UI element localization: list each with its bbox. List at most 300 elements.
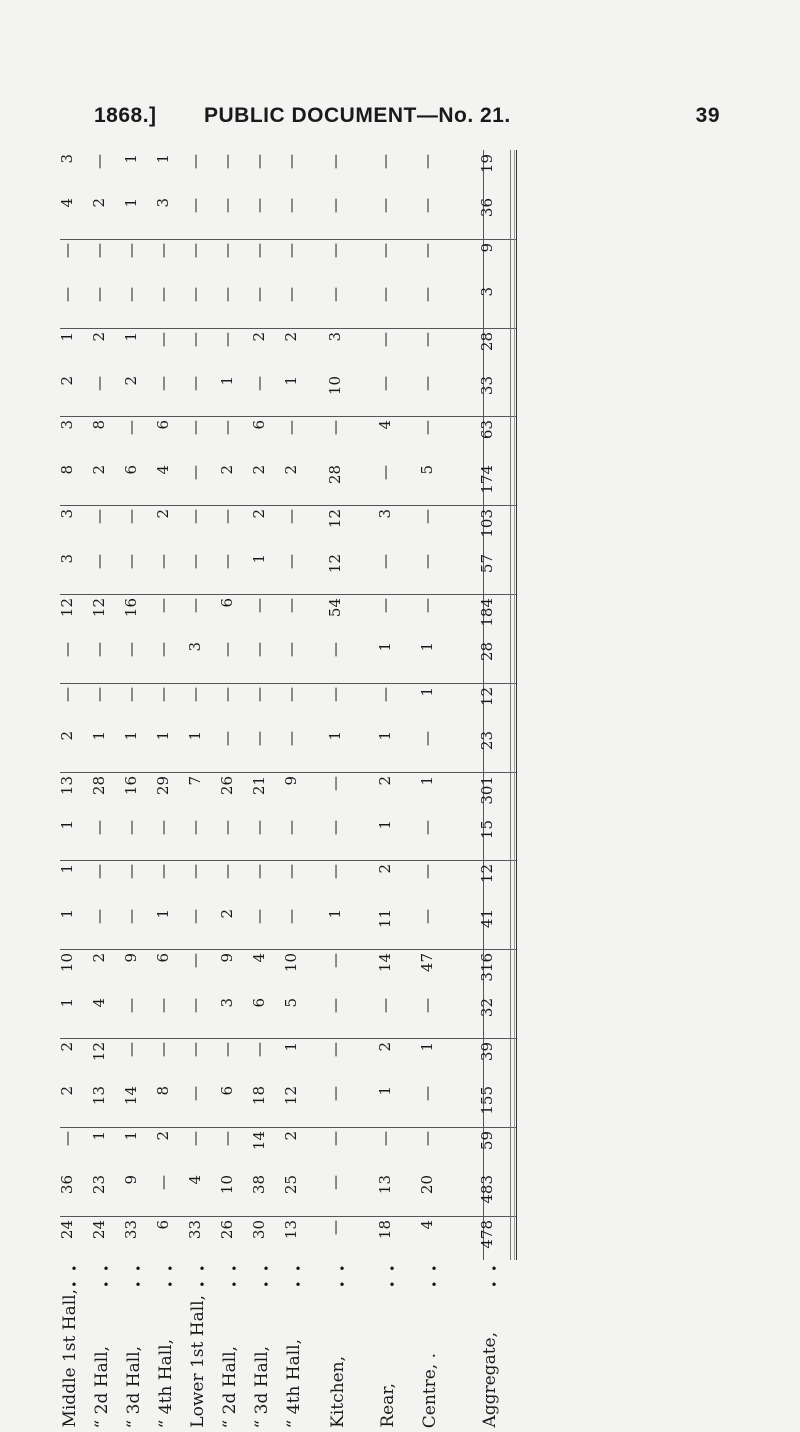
table-cell: 6 xyxy=(218,1086,236,1096)
table-cell: 9 xyxy=(218,953,236,963)
table-cell: — xyxy=(154,820,172,835)
table-cell: — xyxy=(418,908,436,924)
table-cell: — xyxy=(282,598,300,613)
table-cell: — xyxy=(326,420,344,436)
table-cell: 1 xyxy=(376,642,394,652)
table-cell: 1 xyxy=(154,908,172,919)
table-cell: 2 xyxy=(218,464,236,475)
table-row xyxy=(60,820,516,860)
table-cell: — xyxy=(218,553,236,569)
table-cell: — xyxy=(122,642,140,658)
aggregate-cell: 36 xyxy=(478,198,496,218)
table-cell: — xyxy=(122,509,140,525)
aggregate-cell: 39 xyxy=(478,1042,496,1062)
table-cell: — xyxy=(122,820,140,835)
table-cell: 14 xyxy=(122,1086,140,1106)
table-cell: — xyxy=(282,686,300,702)
table-cell: — xyxy=(186,198,204,214)
table-cell: — xyxy=(186,464,204,480)
table-cell: 2 xyxy=(282,1130,300,1141)
table-cell: — xyxy=(122,553,140,569)
table-cell: 1 xyxy=(122,154,140,164)
leader-dot: • xyxy=(134,1278,142,1292)
table-cell: 13 xyxy=(90,1086,108,1106)
table-row xyxy=(60,687,516,727)
table-cell: — xyxy=(326,1130,344,1146)
table-cell: — xyxy=(418,242,436,258)
table-cell: — xyxy=(250,198,268,214)
aggregate-cell: 41 xyxy=(478,908,496,928)
table-cell: 3 xyxy=(58,553,76,564)
row-separator xyxy=(60,949,516,950)
row-label: Aggregate, xyxy=(480,1332,500,1428)
table-cell: 24 xyxy=(90,1219,108,1239)
table-cell: — xyxy=(154,1042,172,1057)
table-cell: — xyxy=(186,420,204,436)
table-cell: 2 xyxy=(90,331,108,342)
table-cell: — xyxy=(376,997,394,1013)
table-cell: — xyxy=(376,1130,394,1146)
table-cell: — xyxy=(122,1042,140,1057)
row-label: “ 2d Hall, xyxy=(220,1345,240,1428)
table-row xyxy=(60,154,516,194)
table-cell: — xyxy=(186,953,204,969)
row-label: Middle 1st Hall, xyxy=(60,1289,80,1428)
table-cell: 2 xyxy=(250,509,268,519)
table-cell: — xyxy=(218,331,236,347)
table-cell: — xyxy=(218,287,236,303)
table-cell: — xyxy=(186,553,204,569)
table-cell: — xyxy=(250,686,268,702)
table-row xyxy=(60,731,516,771)
table-row xyxy=(60,864,516,904)
table-cell: — xyxy=(218,731,236,747)
statistics-table xyxy=(60,150,517,1260)
table-row xyxy=(60,1175,516,1215)
aggregate-cell: 3 xyxy=(478,287,496,297)
table-cell: 1 xyxy=(326,731,344,741)
aggregate-cell: 28 xyxy=(478,642,496,662)
table-cell: 9 xyxy=(122,953,140,963)
aggregate-cell: 301 xyxy=(478,775,496,805)
table-cell: 12 xyxy=(326,553,344,573)
table-cell: 13 xyxy=(282,1219,300,1239)
table-cell: — xyxy=(218,642,236,658)
table-cell: — xyxy=(418,820,436,835)
table-cell: 9 xyxy=(122,1175,140,1185)
table-row xyxy=(60,1042,516,1082)
table-cell: 8 xyxy=(58,464,76,475)
table-cell: — xyxy=(154,287,172,303)
table-cell: 47 xyxy=(418,953,436,973)
table-cell: — xyxy=(282,420,300,436)
table-cell: — xyxy=(90,509,108,525)
table-cell: 2 xyxy=(376,1042,394,1052)
table-row xyxy=(60,287,516,327)
table-cell: 4 xyxy=(418,1219,436,1230)
table-cell: — xyxy=(186,820,204,835)
table-cell: — xyxy=(376,686,394,702)
table-cell: 1 xyxy=(218,376,236,386)
row-labels xyxy=(60,1290,516,1430)
table-cell: — xyxy=(186,908,204,924)
aggregate-cell: 33 xyxy=(478,376,496,396)
aggregate-cell: 32 xyxy=(478,997,496,1017)
table-cell: — xyxy=(418,376,436,391)
leader-dot: • xyxy=(166,1278,174,1292)
row-separator xyxy=(60,772,516,773)
table-cell: — xyxy=(418,598,436,613)
header-page-number: 39 xyxy=(695,104,720,127)
table-cell: — xyxy=(282,820,300,835)
table-cell: 3 xyxy=(326,331,344,342)
table-cell: — xyxy=(90,864,108,880)
table-cell: — xyxy=(250,642,268,658)
table-cell: — xyxy=(326,1219,344,1235)
table-cell: 8 xyxy=(90,420,108,430)
table-cell: — xyxy=(186,242,204,258)
table-cell: — xyxy=(250,376,268,391)
row-label: Rear, xyxy=(378,1383,398,1428)
table-cell: 54 xyxy=(326,598,344,618)
table-row xyxy=(60,953,516,993)
table-cell: — xyxy=(326,820,344,835)
aggregate-cell: 155 xyxy=(478,1086,496,1116)
table-cell: — xyxy=(326,1086,344,1102)
header-title: PUBLIC DOCUMENT—No. 21. xyxy=(204,104,511,127)
table-cell: — xyxy=(218,509,236,525)
table-cell: 2 xyxy=(282,464,300,475)
table-cell: 1 xyxy=(326,908,344,919)
table-cell: 2 xyxy=(90,464,108,475)
table-cell: 1 xyxy=(58,331,76,342)
table-cell: 21 xyxy=(250,775,268,795)
table-cell: — xyxy=(326,1175,344,1191)
table-cell: — xyxy=(250,242,268,258)
table-cell: — xyxy=(90,820,108,835)
leader-dot: • xyxy=(70,1278,78,1292)
table-cell: — xyxy=(326,642,344,658)
table-cell: — xyxy=(90,553,108,569)
table-cell: — xyxy=(186,864,204,880)
table-cell: 6 xyxy=(154,420,172,430)
table-cell: 5 xyxy=(282,997,300,1008)
table-cell: — xyxy=(418,997,436,1013)
table-cell: — xyxy=(218,154,236,169)
table-cell: — xyxy=(154,242,172,258)
row-separator xyxy=(60,1127,516,1128)
table-cell: 4 xyxy=(376,420,394,430)
aggregate-cell: 184 xyxy=(478,598,496,627)
table-cell: — xyxy=(186,331,204,347)
table-cell: — xyxy=(122,686,140,702)
table-cell: 12 xyxy=(90,1042,108,1062)
table-cell: — xyxy=(376,376,394,391)
table-cell: — xyxy=(418,420,436,436)
table-cell: 16 xyxy=(122,598,140,618)
table-cell: 1 xyxy=(376,820,394,830)
table-cell: — xyxy=(58,642,76,658)
table-cell: 4 xyxy=(90,997,108,1008)
table-cell: — xyxy=(122,864,140,880)
table-cell: — xyxy=(154,642,172,658)
table-cell: — xyxy=(418,509,436,525)
table-row xyxy=(60,1131,516,1171)
table-cell: 23 xyxy=(90,1175,108,1195)
table-cell: — xyxy=(218,864,236,880)
table-row xyxy=(60,998,516,1038)
table-cell: 6 xyxy=(154,1219,172,1230)
table-cell: — xyxy=(418,864,436,880)
table-cell: 2 xyxy=(122,376,140,386)
table-cell: — xyxy=(90,376,108,391)
table-cell: — xyxy=(250,731,268,747)
table-cell: — xyxy=(282,509,300,525)
table-cell: — xyxy=(122,420,140,436)
table-cell: 30 xyxy=(250,1219,268,1239)
table-row xyxy=(60,776,516,816)
table-cell: 33 xyxy=(122,1219,140,1239)
table-cell: — xyxy=(186,154,204,169)
table-cell: — xyxy=(218,242,236,258)
table-row xyxy=(60,598,516,638)
table-cell: — xyxy=(326,287,344,303)
leader-dot: • xyxy=(198,1262,206,1276)
table-cell: 1 xyxy=(154,731,172,741)
table-cell: — xyxy=(154,598,172,613)
table-cell: 1 xyxy=(186,731,204,741)
aggregate-cell: 483 xyxy=(478,1175,496,1204)
table-cell: 10 xyxy=(326,376,344,396)
table-cell: 1 xyxy=(122,198,140,208)
table-cell: 4 xyxy=(250,953,268,963)
leader-dot: • xyxy=(262,1262,270,1276)
table-cell: — xyxy=(326,154,344,169)
table-cell: 2 xyxy=(154,509,172,519)
table-cell: — xyxy=(58,242,76,258)
aggregate-cell: 15 xyxy=(478,820,496,840)
aggregate-cell: 12 xyxy=(478,864,496,884)
table-cell: 8 xyxy=(154,1086,172,1096)
table-cell: — xyxy=(418,331,436,347)
leader-dot: • xyxy=(70,1262,78,1276)
table-cell: — xyxy=(122,997,140,1013)
table-cell: — xyxy=(186,997,204,1013)
table-cell: 4 xyxy=(154,464,172,475)
aggregate-cell: 63 xyxy=(478,420,496,440)
table-cell: 1 xyxy=(122,1130,140,1141)
leader-dot: • xyxy=(198,1278,206,1292)
table-cell: 1 xyxy=(282,1042,300,1052)
table-cell: — xyxy=(154,553,172,569)
table-cell: — xyxy=(376,331,394,347)
table-cell: 1 xyxy=(58,908,76,919)
table-cell: — xyxy=(90,242,108,258)
table-cell: 1 xyxy=(376,731,394,741)
leader-dot: • xyxy=(490,1278,498,1292)
table-cell: 36 xyxy=(58,1175,76,1195)
leader-dot: • xyxy=(430,1278,438,1292)
aggregate-cell: 59 xyxy=(478,1130,496,1150)
table-cell: 26 xyxy=(218,1219,236,1239)
table-cell: 11 xyxy=(376,908,394,928)
table-cell: 12 xyxy=(58,598,76,618)
table-cell: 4 xyxy=(58,198,76,208)
aggregate-cell: 28 xyxy=(478,331,496,351)
table-cell: — xyxy=(376,464,394,480)
right-rule xyxy=(510,150,511,1260)
table-cell: — xyxy=(376,598,394,613)
table-cell: — xyxy=(376,287,394,303)
row-separator xyxy=(60,1038,516,1039)
table-cell: — xyxy=(282,287,300,303)
table-cell: 14 xyxy=(250,1130,268,1150)
aggregate-cell: 19 xyxy=(478,154,496,174)
table-cell: — xyxy=(154,331,172,347)
table-cell: 29 xyxy=(154,775,172,795)
table-cell: — xyxy=(250,908,268,924)
leader-dot: • xyxy=(166,1262,174,1276)
table-cell: 38 xyxy=(250,1175,268,1195)
table-cell: — xyxy=(326,775,344,791)
aggregate-cell: 57 xyxy=(478,553,496,573)
table-cell: — xyxy=(154,1175,172,1191)
table-cell: — xyxy=(58,1130,76,1146)
table-cell: — xyxy=(90,287,108,303)
leader-dot: • xyxy=(294,1278,302,1292)
row-separator xyxy=(60,328,516,329)
table-cell: 1 xyxy=(58,820,76,830)
table-cell: — xyxy=(90,642,108,658)
table-cell: — xyxy=(326,1042,344,1057)
table-cell: 2 xyxy=(376,775,394,786)
aggregate-cell: 103 xyxy=(478,509,496,538)
table-cell: 1 xyxy=(58,864,76,874)
table-cell: — xyxy=(218,1130,236,1146)
table-cell: — xyxy=(418,553,436,569)
leader-dot: • xyxy=(388,1262,396,1276)
table-cell: 1 xyxy=(250,553,268,564)
table-cell: 1 xyxy=(376,1086,394,1096)
table-cell: 18 xyxy=(376,1219,394,1239)
row-label: Centre, . xyxy=(420,1352,440,1428)
table-cell: 3 xyxy=(154,198,172,208)
row-separator xyxy=(60,594,516,595)
table-cell: — xyxy=(218,420,236,436)
table-cell: 13 xyxy=(376,1175,394,1195)
table-cell: 6 xyxy=(218,598,236,608)
table-cell: 9 xyxy=(282,775,300,786)
table-cell: — xyxy=(418,154,436,169)
table-row xyxy=(60,1220,516,1260)
leader-dot: • xyxy=(430,1262,438,1276)
leader-dot: • xyxy=(262,1278,270,1292)
table-cell: — xyxy=(186,1086,204,1102)
table-cell: — xyxy=(326,198,344,214)
table-row xyxy=(60,420,516,460)
row-label: “ 4th Hall, xyxy=(156,1338,176,1428)
table-cell: 2 xyxy=(58,1086,76,1096)
table-cell: — xyxy=(282,198,300,214)
table-cell: 16 xyxy=(122,775,140,795)
table-cell: 5 xyxy=(418,464,436,475)
table-cell: — xyxy=(376,198,394,214)
table-cell: 14 xyxy=(376,953,394,973)
leader-dot: • xyxy=(388,1278,396,1292)
table-cell: 1 xyxy=(418,775,436,786)
table-cell: — xyxy=(90,154,108,169)
table-cell: 1 xyxy=(90,1130,108,1141)
table-cell: 12 xyxy=(282,1086,300,1106)
header-year: 1868.] xyxy=(94,104,157,127)
table-cell: 2 xyxy=(58,1042,76,1052)
table-cell: — xyxy=(250,154,268,169)
table-cell: — xyxy=(218,1042,236,1057)
table-cell: 2 xyxy=(250,331,268,342)
table-row xyxy=(60,909,516,949)
table-cell: — xyxy=(418,198,436,214)
table-cell: 10 xyxy=(58,953,76,973)
table-cell: 2 xyxy=(90,953,108,963)
table-row xyxy=(60,554,516,594)
table-cell: — xyxy=(326,864,344,880)
leader-dot: • xyxy=(230,1262,238,1276)
table-row xyxy=(60,376,516,416)
table-cell: 1 xyxy=(122,331,140,342)
table-cell: — xyxy=(58,686,76,702)
table-cell: — xyxy=(326,953,344,969)
table-cell: — xyxy=(418,287,436,303)
table-cell: — xyxy=(376,553,394,569)
table-cell: 6 xyxy=(154,953,172,963)
table-cell: 2 xyxy=(376,864,394,874)
table-cell: — xyxy=(282,864,300,880)
table-cell: 6 xyxy=(122,464,140,475)
table-cell: — xyxy=(250,864,268,880)
table-cell: — xyxy=(154,864,172,880)
table-cell: — xyxy=(122,908,140,924)
table-cell: — xyxy=(186,509,204,525)
table-cell: 2 xyxy=(282,331,300,342)
table-cell: 24 xyxy=(58,1219,76,1239)
table-cell: — xyxy=(250,820,268,835)
leader-dot: • xyxy=(134,1262,142,1276)
table-cell: — xyxy=(418,731,436,747)
table-cell: 2 xyxy=(154,1130,172,1141)
table-cell: 3 xyxy=(376,509,394,519)
leader-dot: • xyxy=(102,1278,110,1292)
table-cell: — xyxy=(218,686,236,702)
table-cell: 1 xyxy=(154,154,172,164)
table-cell: — xyxy=(282,553,300,569)
table-cell: — xyxy=(418,1130,436,1146)
table-cell: — xyxy=(282,242,300,258)
row-separator xyxy=(60,683,516,684)
row-separator xyxy=(60,239,516,240)
table-cell: — xyxy=(90,686,108,702)
table-cell: — xyxy=(186,598,204,613)
leader-dot: • xyxy=(294,1262,302,1276)
aggregate-cell: 9 xyxy=(478,242,496,253)
table-cell: — xyxy=(376,154,394,169)
table-row xyxy=(60,198,516,238)
table-cell: — xyxy=(218,198,236,214)
table-cell: — xyxy=(376,242,394,258)
table-cell: 12 xyxy=(326,509,344,529)
table-row xyxy=(60,509,516,549)
table-cell: 3 xyxy=(218,997,236,1008)
row-label: “ 3d Hall, xyxy=(252,1345,272,1428)
